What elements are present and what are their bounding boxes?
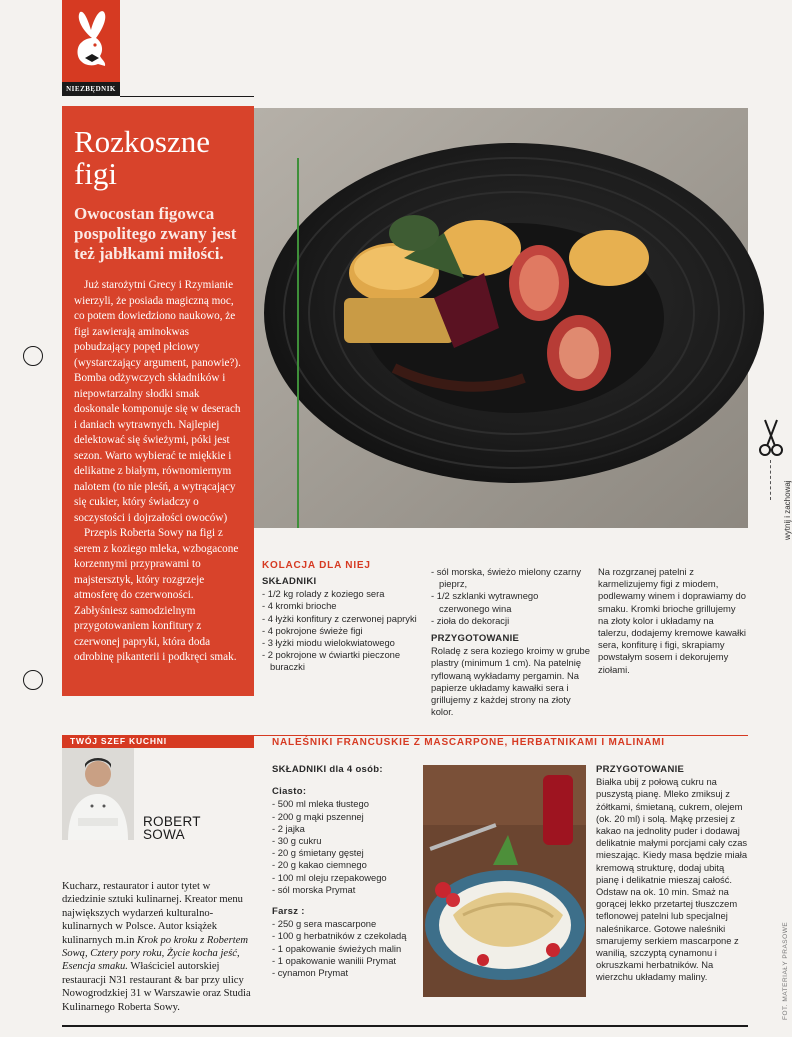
chef-section-label: TWÓJ SZEF KUCHNI	[62, 735, 254, 748]
chef-bio-text: Kucharz, restaurator i autor tytet w dziedzinie sztuki kulinarnej. Kreator menu największych wydarzeń kulturalno-kulinarnych w Polsce. Autor książek kulinarnych m.in	[62, 881, 243, 946]
recipe2-prep-text: Białka ubij z połową cukru na puszystą pianę. Mleko zmiksuj z żółtkami, śmietaną, cukrem, olejem (ok. 20 ml) i solą. Mąkę przesiej z kakao na jednolity puder i dodawaj delikatnie małymi porcjami cały czas mieszając. Kiedy masa będzie miała kremową strukturę, dodaj ubitą pianę i delikatnie mieszaj całość. Odstaw na ok. 10 min. Smaż na gorącej lekko przetartej tłuszczem teflonowej patelni lub specjalnej naleśnikarce. Gotowe naleśniki smarujemy serkiem mascarpone z wanilią, szczyptą cynamonu i okruszkami herbatników. Na wierzchu układamy maliny.	[596, 776, 748, 983]
cut-out-note: wytnij i zachowaj	[783, 480, 792, 540]
ingredient-item: - zioła do dekoracji	[431, 614, 510, 626]
ingredient-item: - cynamon Prymat	[272, 967, 349, 979]
punch-hole-mark	[23, 346, 43, 366]
recipe2-prep-heading: PRZYGOTOWANIE	[596, 764, 685, 775]
ingredient-item: - 100 g herbatników z czekoladą	[272, 930, 407, 942]
dough-heading: Ciasto:	[272, 786, 307, 798]
rabbit-logo-icon	[72, 10, 110, 70]
recipe2-ingredients-heading: SKŁADNIKI dla 4 osób:	[272, 764, 383, 775]
chef-portrait	[62, 748, 134, 840]
recipe1-title: KOLACJA DLA NIEJ	[262, 560, 371, 571]
recipe2-prep-col	[596, 764, 748, 984]
chef-books: Krok po kroku z Robertem Sową, Cztery pory roku, Życie kocha jeść, Esencja smaku.	[62, 934, 249, 973]
divider	[62, 1025, 748, 1027]
ingredient-item: - 20 g kakao ciemnego	[272, 859, 367, 871]
brand-logo-tab	[62, 0, 120, 82]
ingredient-item: - 3 łyżki miodu wielokwiatowego	[262, 637, 395, 649]
recipe1-right-col	[598, 566, 746, 676]
recipe2-ingredients-col	[272, 764, 420, 979]
chef-last-name: SOWA	[143, 827, 185, 842]
section-label: NIEZBĘDNIK	[62, 82, 120, 96]
ingredient-item: - 250 g sera mascarpone	[272, 918, 377, 930]
scissors-icon	[759, 418, 783, 458]
photo-credit: FOT. MATERIAŁY PRASOWE	[782, 921, 789, 1020]
punch-hole-mark	[23, 670, 43, 690]
ingredient-item: - 1/2 szklanki wytrawnego czerwonego wina	[431, 590, 539, 614]
ingredient-item: - 1 opakowanie wanilii Prymat	[272, 954, 397, 966]
chef-bio-text: Właściciel autorskiej restauracji N31 restaurant & bar przy ulicy Nowogrodzkiej 31 w Warszawie oraz Studia Kulinarnego Roberta Sowy.	[62, 961, 251, 1013]
ingredient-item: - 4 pokrojone świeże figi	[262, 624, 363, 636]
filling-heading: Farsz :	[272, 906, 305, 918]
recipe2-title: NALEŚNIKI FRANCUSKIE Z MASCARPONE, HERBATNIKAMI I MALINAMI	[272, 737, 665, 748]
body-paragraph: Przepis Roberta Sowy na figi z serem z koziego mleka, wzbogacone korzennymi przyprawami to majstersztyk, który rozgrzeje atmosferę do czerwoności. Zabłyśniesz samodzielnym przygotowaniem konfitury z czerwonej papryki, która doda odrobinę pikanterii i podkręci smak.	[74, 527, 239, 663]
ingredient-item: - 4 łyżki konfitury z czerwonej papryki	[262, 612, 417, 624]
hero-photo-figs	[254, 108, 748, 528]
recipe1-prep-text-cont: Na rozgrzanej patelni z karmelizujemy figi z miodem, podlewamy winem i doprawiamy do smaku. Kromki brioche grillujemy na złoty kolor i układamy na talerzu, dodajemy kremowe kawałki sera, konfiturę i figi, skrapiamy powstałym sosem i dekorujemy ziołami.	[598, 566, 746, 675]
recipe1-middle-col	[431, 566, 591, 718]
article-title: Rozkoszne figi	[74, 124, 211, 191]
ingredient-item: - 2 jajka	[272, 822, 305, 834]
recipe1-ingredients-col	[262, 576, 420, 674]
recipe1-prep-heading: PRZYGOTOWANIE	[431, 633, 520, 645]
recipe1-ingredients-heading: SKŁADNIKI	[262, 576, 317, 587]
ingredient-item: - 30 g cukru	[272, 835, 322, 847]
article-subtitle: Owocostan figowca pospolitego zwany jest też jabłkami miłości.	[74, 204, 237, 263]
divider	[120, 96, 254, 97]
intro-panel	[62, 106, 254, 696]
ingredient-item: - sól morska, świeżo mielony czarny pieprz,	[431, 566, 582, 590]
chef-first-name: ROBERT	[143, 814, 201, 829]
ingredient-item: - 20 g śmietany gęstej	[272, 847, 364, 859]
crepes-photo	[423, 765, 586, 997]
ingredient-item: - 1/2 kg rolady z koziego sera	[262, 588, 385, 600]
ingredient-item: - sól morska Prymat	[272, 883, 356, 895]
chef-name	[143, 815, 201, 841]
divider	[254, 735, 748, 736]
ingredient-item: - 500 ml mleka tłustego	[272, 798, 369, 810]
ingredient-item: - 4 kromki brioche	[262, 600, 337, 612]
ingredient-item: - 100 ml oleju rzepakowego	[272, 871, 387, 883]
recipe1-prep-text: Roladę z sera koziego kroimy w grube plastry (minimum 1 cm). Na patelnię ryflowaną wykładamy pergamin. Na papierze układamy kawałki sera i grillujemy z każdej strony na złoty kolor.	[431, 645, 590, 718]
ingredient-item: - 2 pokrojone w ćwiartki pieczone buraczki	[262, 649, 401, 673]
article-body	[74, 278, 242, 666]
body-paragraph: Już starożytni Grecy i Rzymianie wierzyli, że posiada magiczną moc, co potem dowiedziono naukowo, że figi zawierają aminokwas pobudzający popęd płciowy (wystarczający argument, panowie?). Bomba odżywczych składników i niepowtarzalny słodki smak doskonale komponuje się w deserach i daniach wytrawnych. Najlepiej delektować się świeżymi, póki jest sezon. Warto wybierać te miękkie i delikatne z białym, równomiernym nalotem (to nie pleśń, a wytrącający się cukier, który świadczy o soczystości i dojrzałości owoców)	[74, 279, 241, 524]
chef-bio	[62, 880, 252, 1014]
ingredient-item: - 200 g mąki pszennej	[272, 810, 364, 822]
ingredient-item: - 1 opakowanie świeżych malin	[272, 942, 402, 954]
cut-line	[770, 460, 771, 500]
